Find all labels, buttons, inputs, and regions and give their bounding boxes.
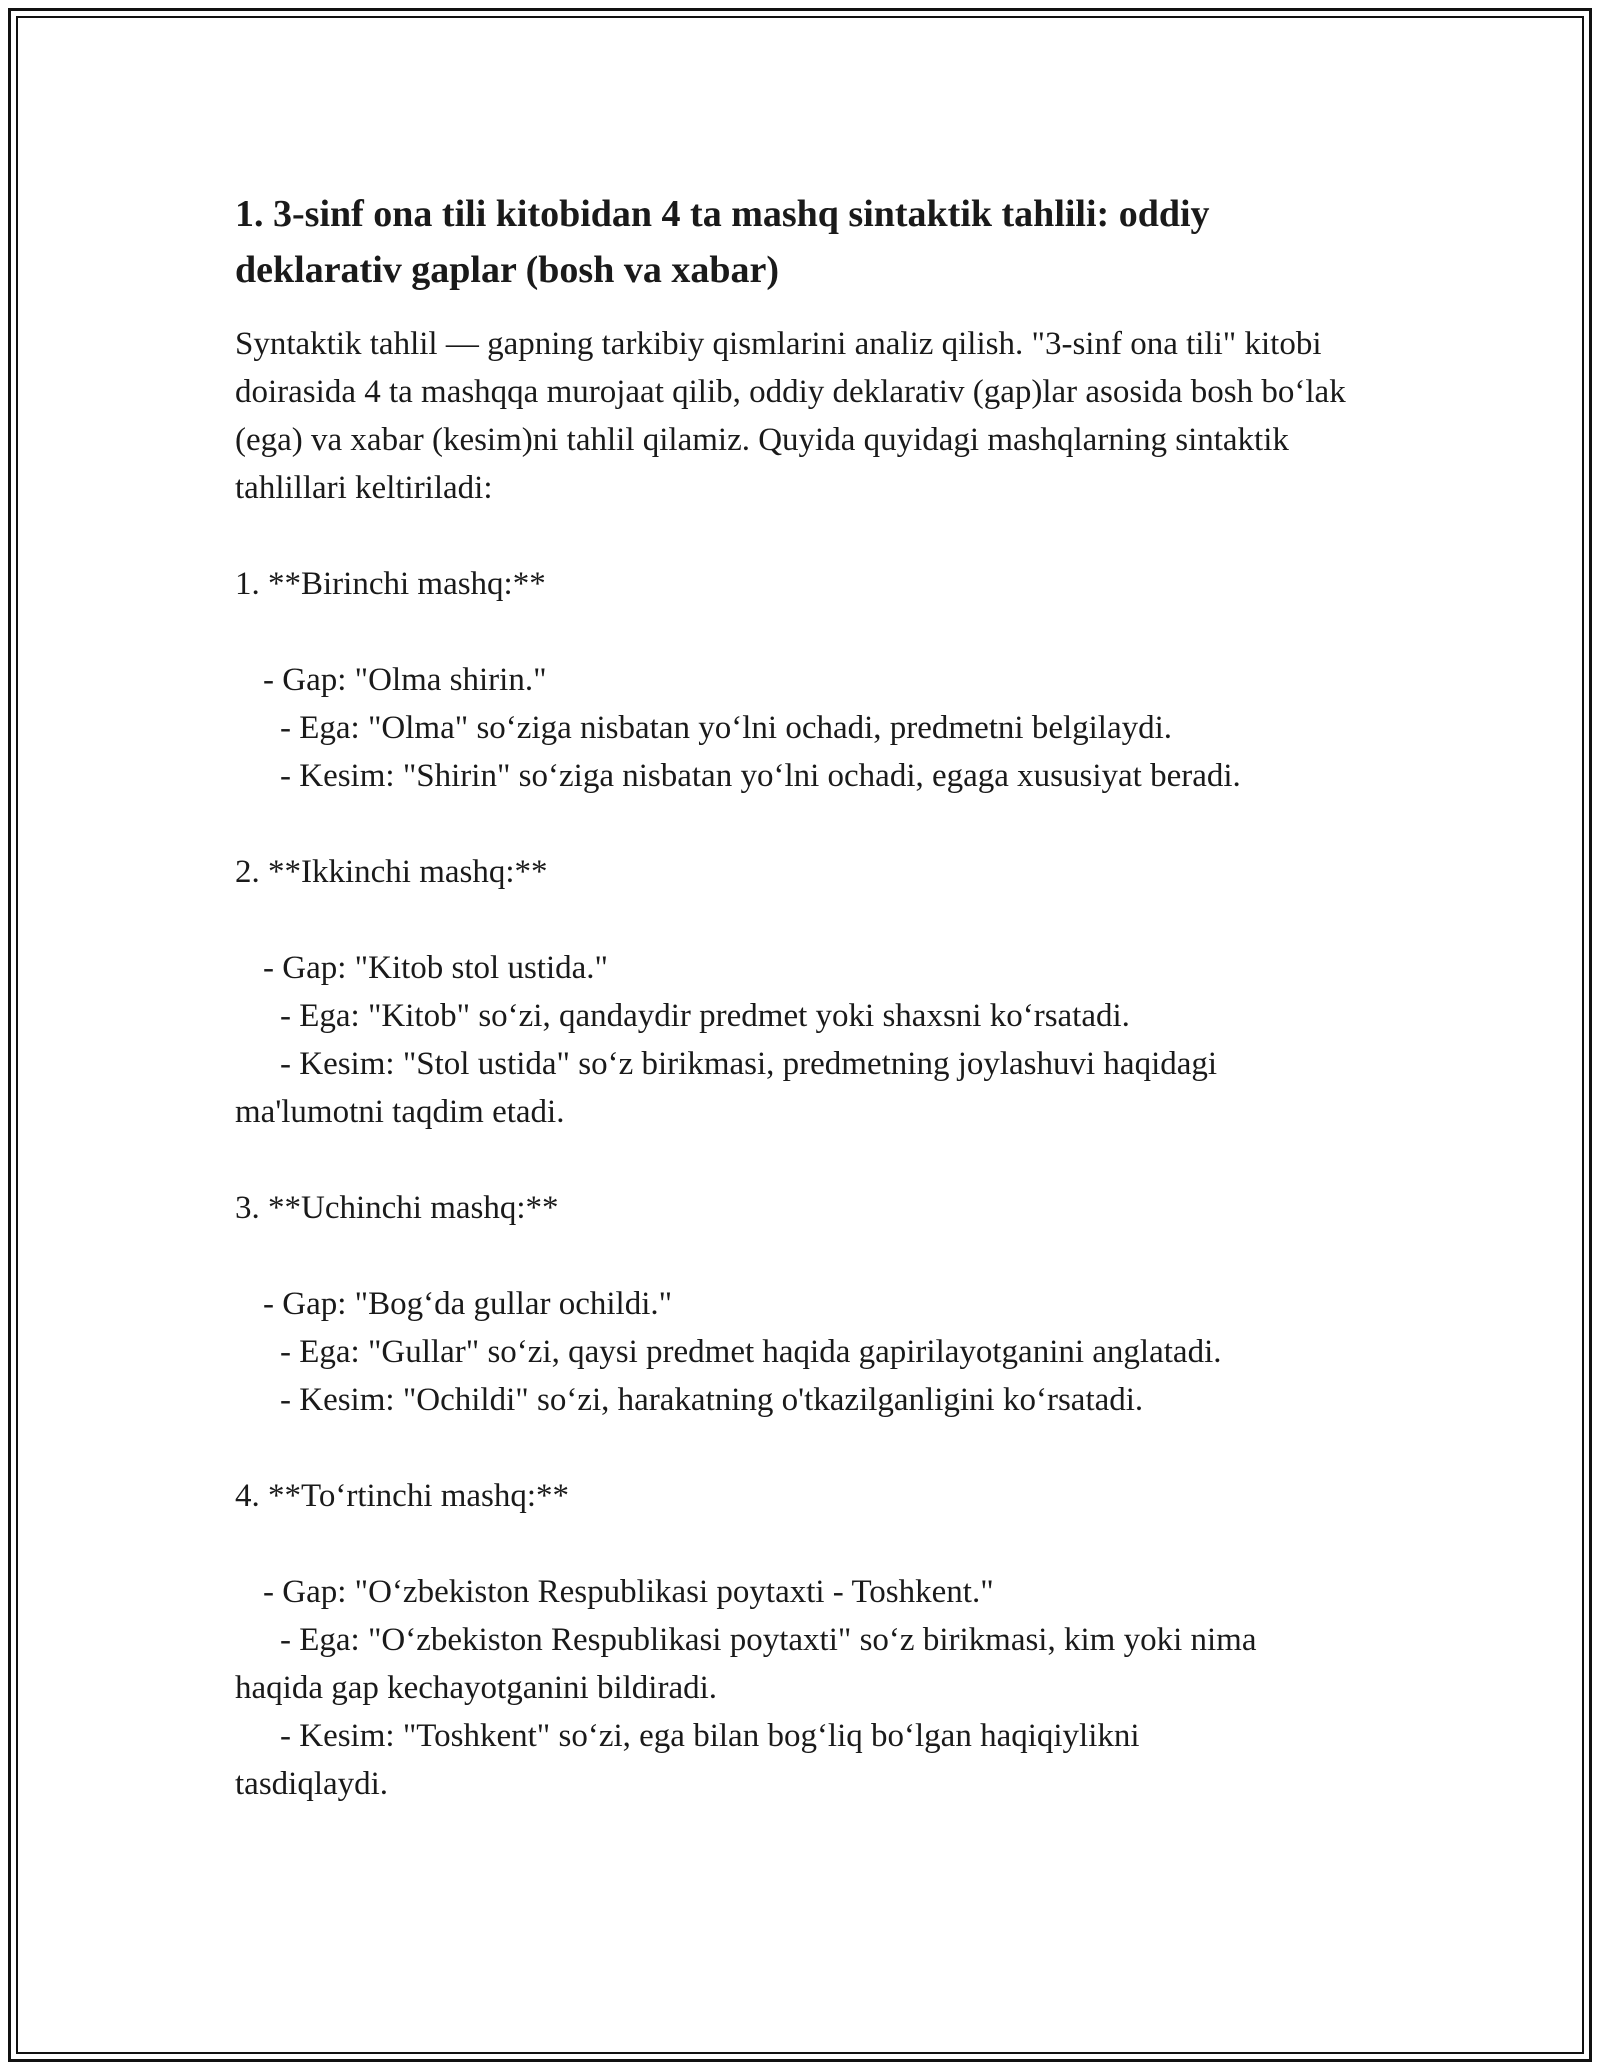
exercise-1-kesim: - Kesim: "Shirin" so‘ziga nisbatan yo‘lni ochadi, egaga xususiyat beradi.	[280, 758, 1241, 794]
exercise-3-heading: 3. **Uchinchi mashq:**	[235, 1190, 559, 1226]
document-body	[235, 320, 1385, 1808]
intro-paragraph: Syntaktik tahlil — gapning tarkibiy qismlarini analiz qilish. "3-sinf ona tili" kitobi doirasida 4 ta mashqqa murojaat qilib, oddiy deklarativ (gap)lar asosida bosh bo‘lak (ega) va xabar (kesim)ni tahlil qilamiz. Quyida quyidagi mashqlarning sintaktik tahlillari keltiriladi:	[235, 326, 1346, 506]
exercise-4-heading: 4. **To‘rtinchi mashq:**	[235, 1478, 570, 1514]
spacer	[235, 1520, 1385, 1568]
spacer	[235, 512, 1385, 560]
exercise-1-gap: - Gap: "Olma shirin."	[263, 662, 547, 698]
exercise-3-kesim: - Kesim: "Ochildi" so‘zi, harakatning o'tkazilganligini ko‘rsatadi.	[280, 1382, 1144, 1418]
exercise-1-ega: - Ega: "Olma" so‘ziga nisbatan yo‘lni ochadi, predmetni belgilaydi.	[280, 710, 1173, 746]
exercise-3-ega: - Ega: "Gullar" so‘zi, qaysi predmet haqida gapirilayotganini anglatadi.	[280, 1334, 1222, 1370]
exercise-4-kesim: - Kesim: "Toshkent" so‘zi, ega bilan bog‘liq bo‘lgan haqiqiylikni	[280, 1718, 1140, 1754]
document-page	[235, 186, 1385, 1808]
spacer	[235, 800, 1385, 848]
exercise-2-kesim: - Kesim: "Stol ustida" so‘z birikmasi, predmetning joylashuvi haqidagi	[280, 1046, 1218, 1082]
spacer	[235, 1232, 1385, 1280]
spacer	[235, 608, 1385, 656]
exercise-2-gap: - Gap: "Kitob stol ustida."	[263, 950, 609, 986]
spacer	[235, 1136, 1385, 1184]
exercise-4-kesim-continued: tasdiqlaydi.	[235, 1766, 389, 1802]
exercise-2-heading: 2. **Ikkinchi mashq:**	[235, 854, 548, 890]
exercise-4-gap: - Gap: "O‘zbekiston Respublikasi poytaxti - Toshkent."	[263, 1574, 994, 1610]
spacer	[235, 1424, 1385, 1472]
exercise-4-ega-continued: haqida gap kechayotganini bildiradi.	[235, 1670, 718, 1706]
exercise-2-ega: - Ega: "Kitob" so‘zi, qandaydir predmet yoki shaxsni ko‘rsatadi.	[280, 998, 1130, 1034]
exercise-4-ega: - Ega: "O‘zbekiston Respublikasi poytaxti" so‘z birikmasi, kim yoki nima	[280, 1622, 1257, 1658]
exercise-1-heading: 1. **Birinchi mashq:**	[235, 566, 546, 602]
document-title: 1. 3-sinf ona tili kitobidan 4 ta mashq sintaktik tahlili: oddiy deklarativ gaplar (bosh va xabar)	[235, 193, 1210, 291]
exercise-3-gap: - Gap: "Bog‘da gullar ochildi."	[263, 1286, 673, 1322]
exercise-2-kesim-continued: ma'lumotni taqdim etadi.	[235, 1094, 565, 1130]
spacer	[235, 896, 1385, 944]
